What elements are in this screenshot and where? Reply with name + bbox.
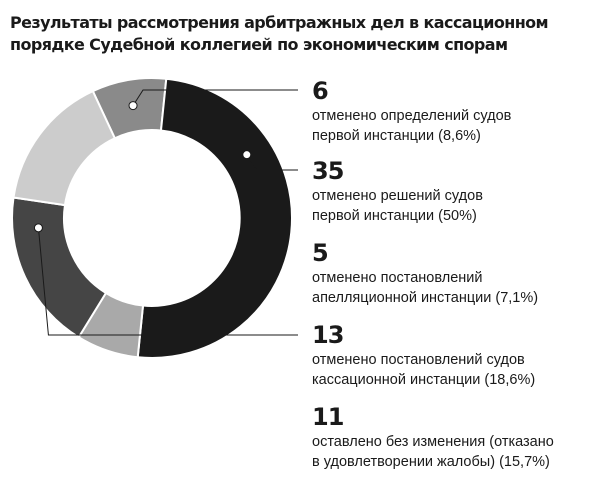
chart-title-line-1: Результаты рассмотрения арбитражных дел в кассационном xyxy=(10,13,549,32)
legend-label-line: апелляционной инстанции (7,1%) xyxy=(312,290,539,306)
legend-item-appellate xyxy=(312,240,597,308)
legend-item-cassation xyxy=(312,322,597,390)
legend-label-line: первой инстанции (50%) xyxy=(312,208,477,224)
legend-label xyxy=(312,432,597,472)
legend-item-first-instance-rulings xyxy=(312,78,597,146)
legend-number: 35 xyxy=(312,157,344,185)
legend-number: 11 xyxy=(312,403,344,431)
legend-label xyxy=(312,186,597,226)
legend-label xyxy=(312,106,597,146)
callout-marker-cassation xyxy=(34,224,42,232)
legend-label-line: первой инстанции (8,6%) xyxy=(312,128,481,144)
chart-title-line-2: порядке Судебной коллегией по экономическим спорам xyxy=(10,35,508,54)
legend-label xyxy=(312,268,597,308)
legend-label xyxy=(312,350,597,390)
donut-slice-unchanged xyxy=(14,91,115,205)
donut-slice-cassation xyxy=(12,197,106,337)
legend-label-line: в удовлетворении жалобы) (15,7%) xyxy=(312,454,550,470)
legend-label-line: отменено постановлений судов xyxy=(312,352,525,368)
callout-marker-first-instance-rulings xyxy=(129,102,137,110)
legend-number: 13 xyxy=(312,321,344,349)
legend-item-first-instance-decisions xyxy=(312,158,597,226)
legend-label-line: отменено определений судов xyxy=(312,108,512,124)
legend-item-unchanged xyxy=(312,404,597,472)
legend-number: 6 xyxy=(312,77,328,105)
callout-marker-first-instance-decisions xyxy=(243,151,251,159)
legend-label-line: отменено решений судов xyxy=(312,188,483,204)
legend-number: 5 xyxy=(312,239,328,267)
legend-label-line: кассационной инстанции (18,6%) xyxy=(312,372,536,388)
legend-label-line: оставлено без изменения (отказано xyxy=(312,434,554,450)
legend-label-line: отменено постановлений xyxy=(312,270,483,286)
